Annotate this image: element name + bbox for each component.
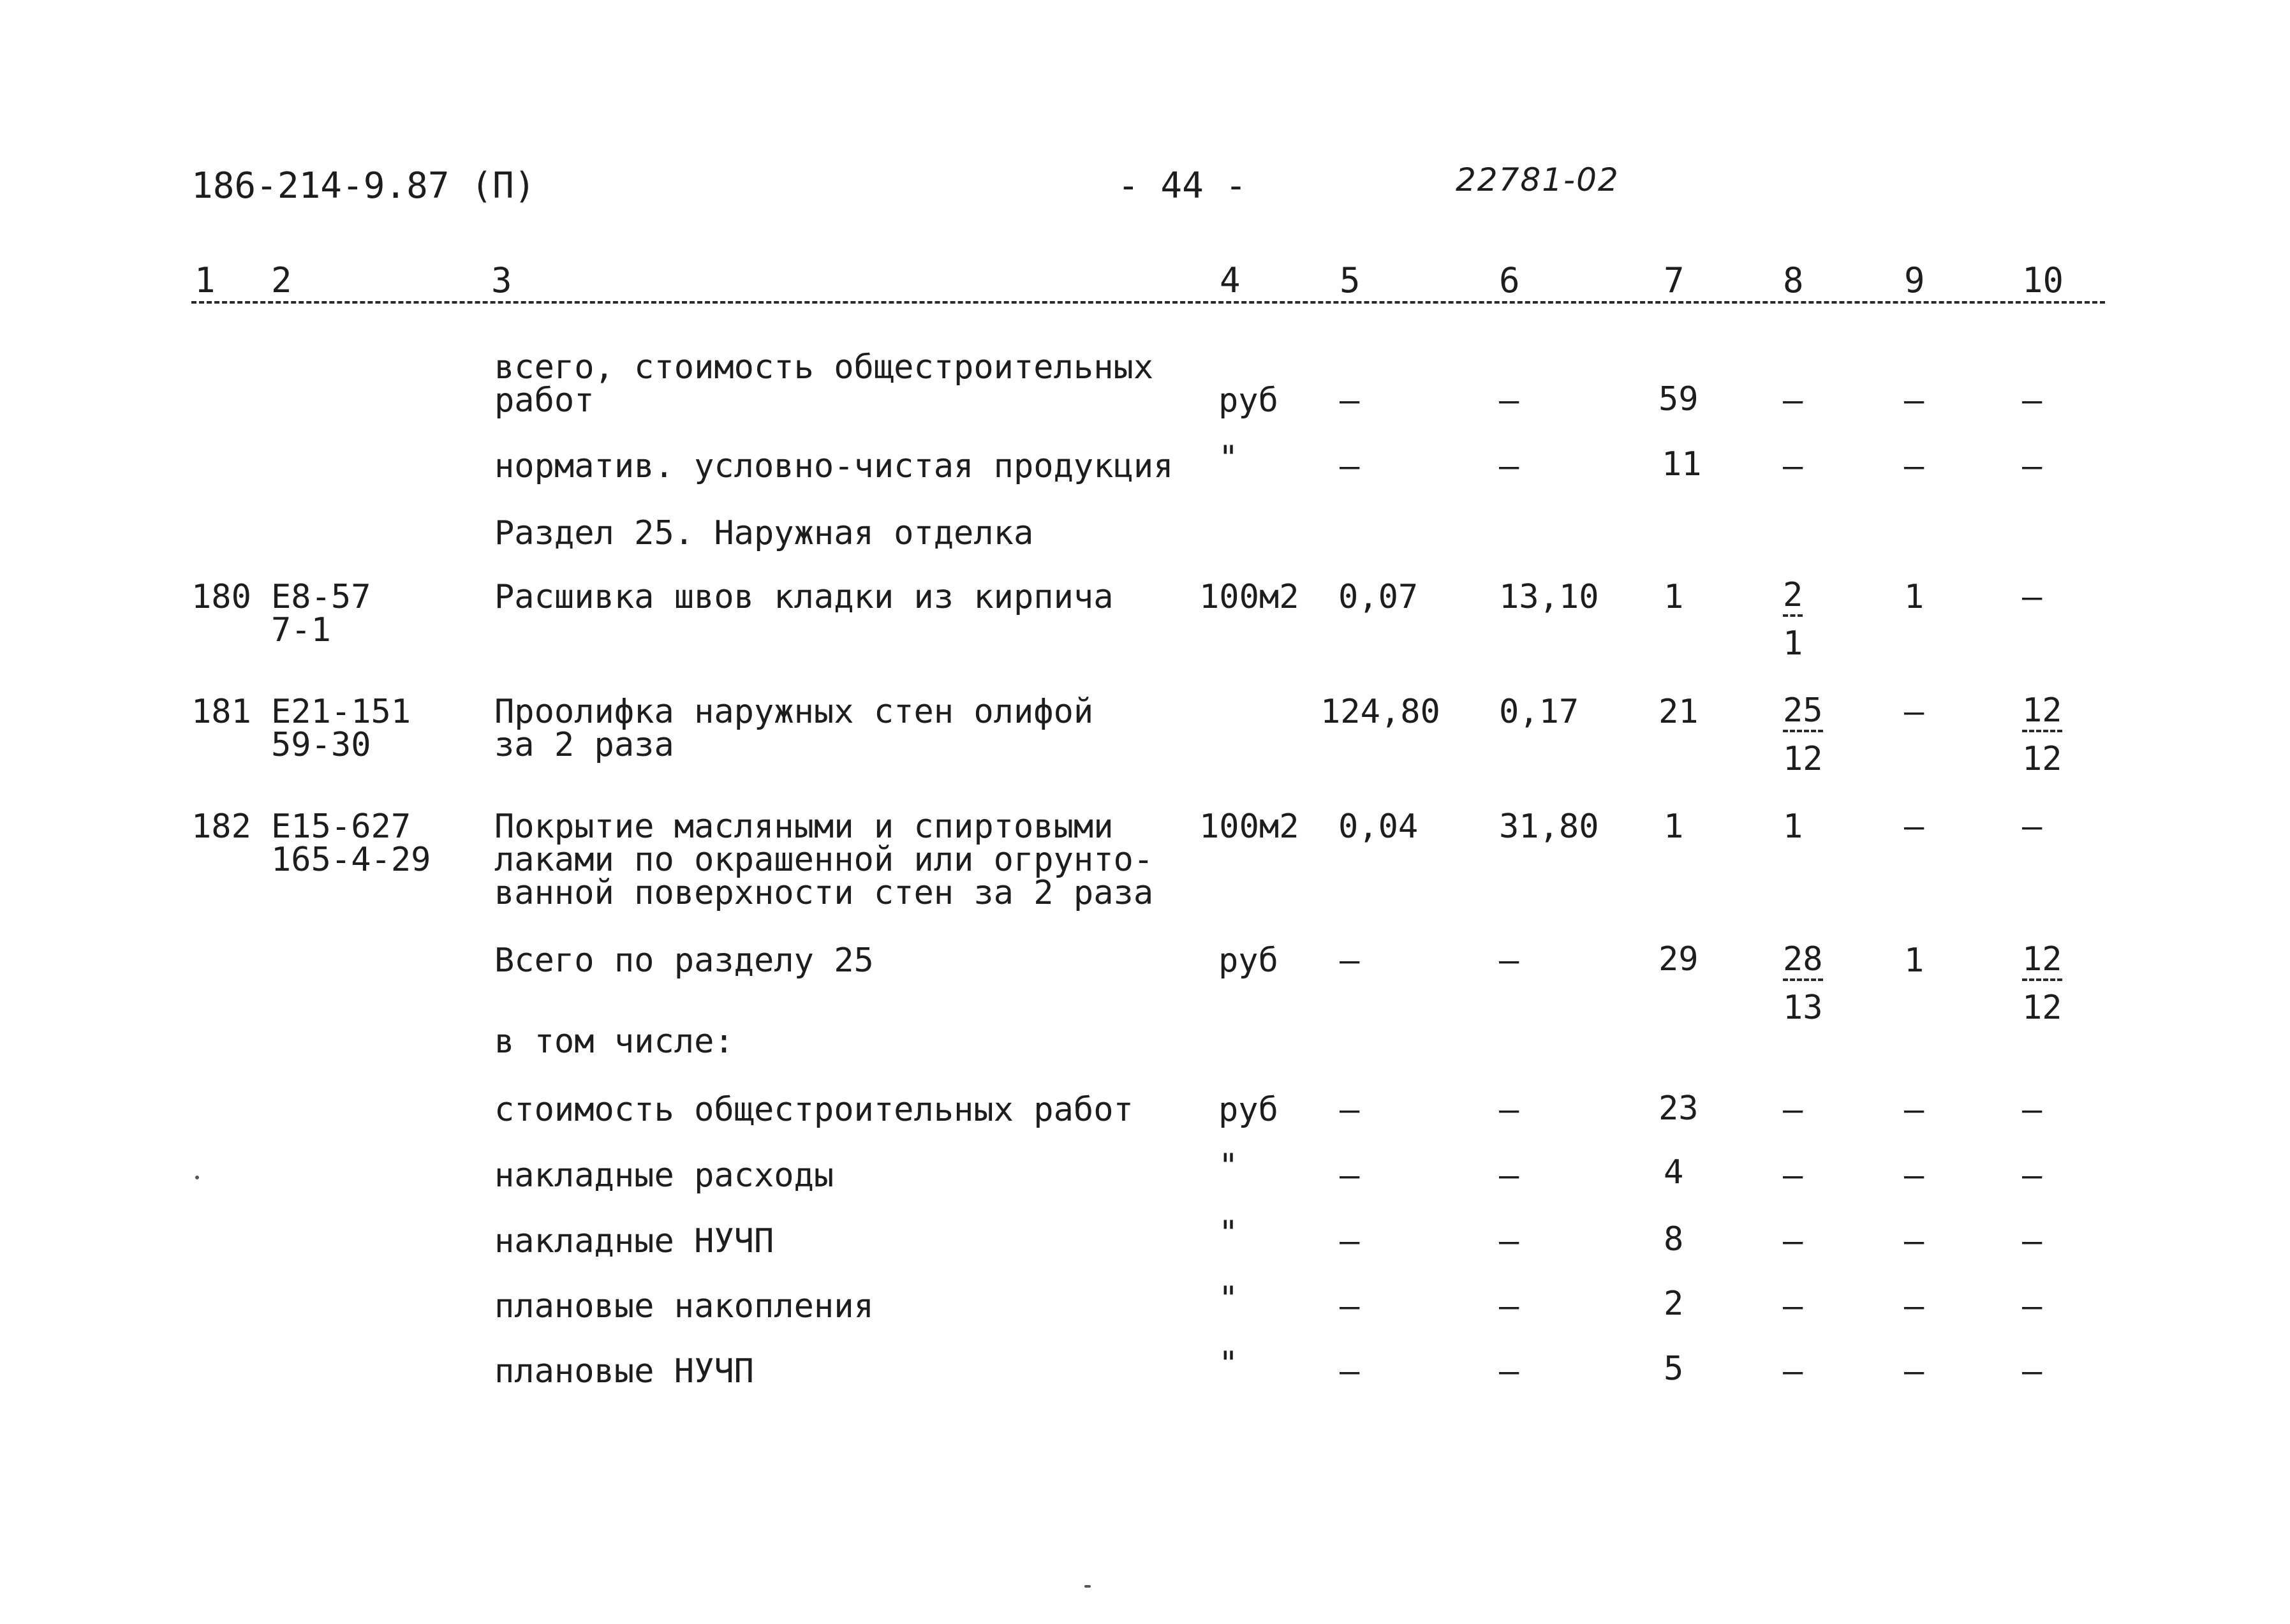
row-unit: ": [1218, 1280, 1239, 1318]
cell-c7: 1: [1664, 578, 1684, 616]
cell-c9: –: [1904, 693, 1924, 731]
row-name: норматив. условно-чистая продукция: [494, 447, 1174, 485]
cell-c10-fraction: [2022, 693, 2092, 777]
cell-c7: 4: [1664, 1153, 1684, 1192]
cell-c5: –: [1340, 941, 1360, 980]
document-code: 186-214-9.87 (П): [191, 165, 536, 207]
cell-c9: –: [1904, 1091, 1924, 1129]
row-name: стоимость общестроительных работ: [494, 1091, 1134, 1129]
cell-c8: –: [1783, 381, 1803, 420]
cell-c7: 29: [1658, 940, 1699, 978]
fraction-denominator: 12: [1783, 740, 1823, 778]
fraction-denominator: 12: [2022, 989, 2062, 1027]
cell-c8-fraction: [1783, 577, 1853, 661]
row-name: всего, стоимость общестроительных: [494, 348, 1154, 387]
col-header-6: 6: [1499, 260, 1520, 300]
cell-c7: 1: [1664, 808, 1684, 846]
cell-c7: 21: [1658, 693, 1699, 731]
cell-c5: –: [1340, 447, 1360, 485]
row-name: Расшивка швов кладки из кирпича: [494, 578, 1114, 616]
cell-c6: –: [1499, 381, 1519, 420]
cell-c9: 1: [1904, 941, 1924, 980]
cell-c6: 13,10: [1499, 578, 1599, 616]
cell-c6: –: [1499, 941, 1519, 980]
cell-c7: 11: [1662, 445, 1702, 484]
cell-c7: 2: [1664, 1285, 1684, 1323]
cell-c8-fraction: [1783, 693, 1853, 777]
cell-c10: –: [2022, 1156, 2043, 1195]
cell-c5: –: [1340, 1352, 1360, 1391]
column-header-rule: [191, 301, 2105, 304]
cell-c7: 8: [1664, 1220, 1684, 1259]
cell-c10-fraction: [2022, 941, 2092, 1026]
page-number: - 44 -: [1118, 165, 1247, 207]
cell-c8: –: [1783, 1091, 1803, 1129]
subheading: в том числе:: [494, 1022, 734, 1061]
fraction-numerator: 12: [2022, 693, 2062, 732]
row-name: плановые накопления: [494, 1287, 874, 1325]
cell-c5: 124,80: [1320, 693, 1440, 731]
fraction-numerator: 2: [1783, 577, 1803, 617]
cell-c10: –: [2022, 1352, 2043, 1391]
norm-code: Е8-57: [271, 578, 371, 616]
cell-c9: –: [1904, 1156, 1924, 1195]
cell-c10: –: [2022, 1091, 2043, 1129]
norm-code-cont: 7-1: [271, 611, 331, 649]
cell-c8: –: [1783, 1156, 1803, 1195]
cell-c10: –: [2022, 447, 2043, 485]
fraction-numerator: 28: [1783, 941, 1823, 981]
row-unit: руб: [1218, 1091, 1278, 1129]
row-name: Проолифка наружных стен олифой: [494, 693, 1094, 731]
scan-speck: [1084, 1585, 1091, 1588]
col-header-7: 7: [1664, 260, 1685, 300]
cell-c8-fraction: [1783, 941, 1853, 1026]
cell-c6: –: [1499, 1287, 1519, 1325]
fraction-denominator: 12: [2022, 740, 2062, 778]
handwritten-registration-code: 22781-02: [1456, 161, 1620, 198]
fraction-numerator: 12: [2022, 941, 2062, 981]
row-unit: руб: [1218, 941, 1278, 980]
row-unit: ": [1218, 1147, 1239, 1185]
norm-code-cont: 59-30: [271, 726, 371, 764]
cell-c5: 0,07: [1338, 578, 1419, 616]
cell-c7: 5: [1664, 1350, 1684, 1388]
cell-c8: –: [1783, 1352, 1803, 1391]
row-number: 180: [191, 578, 251, 616]
fraction-denominator: 13: [1783, 989, 1823, 1027]
cell-c6: –: [1499, 1156, 1519, 1195]
row-name: накладные расходы: [494, 1156, 834, 1195]
col-header-8: 8: [1783, 260, 1804, 300]
row-name: плановые НУЧП: [494, 1352, 754, 1391]
row-name-cont: ванной поверхности стен за 2 раза: [494, 874, 1154, 912]
cell-c6: –: [1499, 1091, 1519, 1129]
cell-c5: –: [1340, 1287, 1360, 1325]
cell-c8: –: [1783, 1287, 1803, 1325]
row-name-cont: за 2 раза: [494, 726, 674, 764]
cell-c10: –: [2022, 808, 2043, 846]
row-name-cont: работ: [494, 381, 595, 420]
cell-c5: –: [1340, 1156, 1360, 1195]
col-header-4: 4: [1220, 260, 1241, 300]
cell-c7: 59: [1658, 380, 1699, 418]
cell-c10: –: [2022, 1287, 2043, 1325]
row-unit: ": [1218, 1214, 1239, 1252]
cell-c9: –: [1904, 1222, 1924, 1260]
norm-code: Е21-151: [271, 693, 411, 731]
cell-c8: –: [1783, 447, 1803, 485]
section-title: Раздел 25. Наружная отделка: [494, 514, 1034, 552]
cell-c10: –: [2022, 381, 2043, 420]
row-name: накладные НУЧП: [494, 1222, 774, 1260]
cell-c9: –: [1904, 808, 1924, 846]
cell-c9: –: [1904, 381, 1924, 420]
cell-c9: –: [1904, 1352, 1924, 1391]
fraction-numerator: 25: [1783, 693, 1823, 732]
row-unit: 100м2: [1199, 578, 1299, 616]
col-header-9: 9: [1904, 260, 1925, 300]
cell-c8: 1: [1783, 808, 1803, 846]
cell-c9: –: [1904, 447, 1924, 485]
cell-c6: –: [1499, 447, 1519, 485]
cell-c10: –: [2022, 1222, 2043, 1260]
row-number: 182: [191, 808, 251, 846]
cell-c10: –: [2022, 578, 2043, 616]
cell-c5: –: [1340, 1222, 1360, 1260]
norm-code: Е15-627: [271, 808, 411, 846]
row-unit: ": [1218, 439, 1239, 477]
cell-c6: –: [1499, 1222, 1519, 1260]
scan-speck: [195, 1176, 199, 1179]
row-number: 181: [191, 693, 251, 731]
cell-c5: 0,04: [1338, 808, 1419, 846]
norm-code-cont: 165-4-29: [271, 841, 431, 879]
cell-c9: 1: [1904, 578, 1924, 616]
cell-c8: –: [1783, 1222, 1803, 1260]
row-name: Покрытие масляными и спиртовыми: [494, 808, 1114, 846]
cell-c5: –: [1340, 1091, 1360, 1129]
cell-c9: –: [1904, 1287, 1924, 1325]
col-header-5: 5: [1340, 260, 1361, 300]
col-header-3: 3: [491, 260, 512, 300]
cell-c6: –: [1499, 1352, 1519, 1391]
row-unit: 100м2: [1199, 808, 1299, 846]
cell-c6: 0,17: [1499, 693, 1579, 731]
fraction-denominator: 1: [1783, 624, 1803, 663]
cell-c5: –: [1340, 381, 1360, 420]
col-header-10: 10: [2022, 260, 2064, 300]
row-unit: ": [1218, 1345, 1239, 1383]
cell-c6: 31,80: [1499, 808, 1599, 846]
col-header-2: 2: [271, 260, 292, 300]
row-unit: руб: [1218, 381, 1278, 420]
col-header-1: 1: [195, 260, 216, 300]
row-name-cont: лаками по окрашенной или огрунто-: [494, 841, 1154, 879]
cell-c7: 23: [1658, 1089, 1699, 1128]
row-name: Всего по разделу 25: [494, 941, 874, 980]
